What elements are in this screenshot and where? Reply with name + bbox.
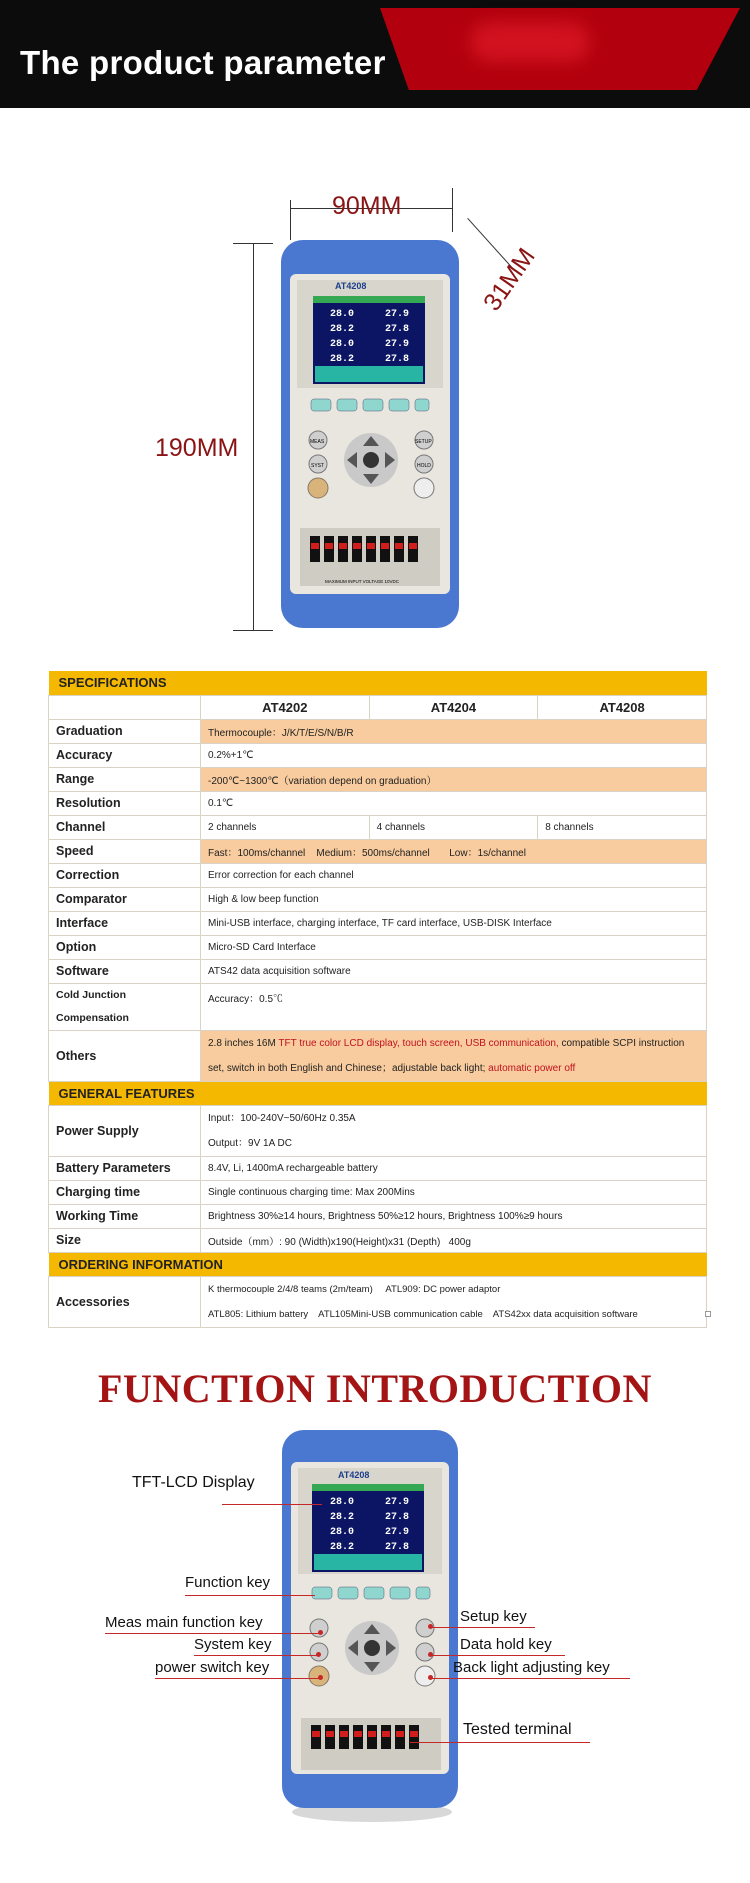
width-tick-left bbox=[290, 200, 291, 240]
function-key-4 bbox=[389, 399, 409, 411]
others-value bbox=[201, 1030, 707, 1081]
power-input: Input：100-240V~50/60Hz 0.35A bbox=[208, 1112, 356, 1124]
hold-key-text: HOLD bbox=[417, 463, 431, 469]
height-tick-bottom bbox=[233, 630, 273, 631]
range-label: Range bbox=[49, 767, 201, 791]
tft-callout-line bbox=[222, 1504, 322, 1505]
option-label: Option bbox=[49, 935, 201, 959]
backlight-key-callout: Back light adjusting key bbox=[453, 1659, 610, 1676]
reading-2-8: 27.8 bbox=[385, 1542, 410, 1553]
accuracy-label: Accuracy bbox=[49, 743, 201, 767]
width-label: 90MM bbox=[332, 192, 402, 220]
model-at4204: AT4204 bbox=[369, 695, 538, 719]
table-resize-handle[interactable] bbox=[705, 1311, 711, 1317]
channel-value-at4208: 8 channels bbox=[538, 815, 707, 839]
system-key-callout-line bbox=[194, 1655, 318, 1656]
screen-titlebar-2 bbox=[312, 1484, 424, 1491]
speed-value: Fast：100ms/channel Medium：500ms/channel Low：1s/channel bbox=[201, 839, 707, 863]
comparator-value: High & low beep function bbox=[201, 887, 707, 911]
dpad-center bbox=[363, 452, 379, 468]
specifications-header: SPECIFICATIONS bbox=[49, 671, 707, 695]
general-features-header: GENERAL FEATURES bbox=[49, 1081, 707, 1105]
size-label: Size bbox=[49, 1228, 201, 1252]
reading-2-4: 27.8 bbox=[385, 1512, 410, 1523]
terminal-warning: MAXIMUM INPUT VOLTAGE 10VDC bbox=[325, 579, 400, 584]
cold-junction-label-line2: Compensation bbox=[56, 1011, 129, 1024]
screen-softkey-bar-2 bbox=[314, 1554, 422, 1570]
range-value: -200℃~1300℃（variation depend on graduation） bbox=[201, 767, 707, 791]
power-key-callout-line bbox=[155, 1678, 320, 1679]
others-text-2: TFT true color LCD display, touch screen, USB communication, bbox=[278, 1037, 559, 1049]
resolution-label: Resolution bbox=[49, 791, 201, 815]
system-key-callout: System key bbox=[194, 1636, 272, 1653]
width-tick-right bbox=[452, 188, 453, 232]
reading-2-6: 27.9 bbox=[385, 1527, 410, 1538]
others-text-4: automatic power off bbox=[488, 1062, 576, 1074]
page-title: The product parameter bbox=[20, 44, 386, 81]
screen-softkey-bar bbox=[315, 366, 423, 382]
depth-label: 31MM bbox=[478, 243, 541, 317]
power-supply-label: Power Supply bbox=[49, 1105, 201, 1156]
others-text-3: compatible SCPI instruction set, switch in both English and Chinese；adjustable back light; bbox=[208, 1037, 685, 1074]
hold-key-callout: Data hold key bbox=[460, 1636, 552, 1653]
option-value: Micro-SD Card Interface bbox=[201, 935, 707, 959]
interface-label: Interface bbox=[49, 911, 201, 935]
battery-label: Battery Parameters bbox=[49, 1156, 201, 1180]
reading-6: 27.9 bbox=[385, 339, 410, 350]
setup-key-callout-line bbox=[430, 1627, 535, 1628]
charging-value: Single continuous charging time: Max 200Mins bbox=[201, 1180, 707, 1204]
model-at4202: AT4202 bbox=[201, 695, 370, 719]
model-at4208: AT4208 bbox=[538, 695, 707, 719]
power-output: Output：9V 1A DC bbox=[208, 1137, 292, 1149]
reading-2-1: 28.0 bbox=[330, 1497, 355, 1508]
cold-junction-value: Accuracy：0.5℃ bbox=[201, 983, 707, 1030]
function-key-3 bbox=[363, 399, 383, 411]
reading-5: 28.0 bbox=[330, 339, 355, 350]
tft-display-callout: TFT-LCD Display bbox=[132, 1474, 255, 1491]
power-key-callout: power switch key bbox=[155, 1659, 270, 1676]
backlight-key-callout-line bbox=[430, 1678, 630, 1679]
reading-1: 28.0 bbox=[330, 309, 355, 320]
ordering-header: ORDERING INFORMATION bbox=[49, 1252, 707, 1276]
correction-value: Error correction for each channel bbox=[201, 863, 707, 887]
others-label: Others bbox=[49, 1030, 201, 1081]
device-illustration-top bbox=[275, 238, 465, 630]
function-key-1 bbox=[311, 399, 331, 411]
size-value: Outside（mm）: 90 (Width)x190(Height)x31 (Depth) 400g bbox=[201, 1228, 707, 1252]
accuracy-value: 0.2%+1℃ bbox=[201, 743, 707, 767]
function-key-callout-line bbox=[185, 1595, 315, 1596]
battery-value: 8.4V, Li, 1400mA rechargeable battery bbox=[201, 1156, 707, 1180]
channel-value-at4204: 4 channels bbox=[369, 815, 538, 839]
power-supply-value bbox=[201, 1105, 707, 1156]
speed-label: Speed bbox=[49, 839, 201, 863]
charging-label: Charging time bbox=[49, 1180, 201, 1204]
cold-junction-label bbox=[49, 983, 201, 1030]
setup-key-text: SETUP bbox=[415, 439, 432, 445]
reading-2: 27.9 bbox=[385, 309, 410, 320]
terminal-callout: Tested terminal bbox=[463, 1721, 572, 1738]
specifications-table bbox=[48, 671, 707, 1328]
channel-label: Channel bbox=[49, 815, 201, 839]
working-time-value: Brightness 30%≥14 hours, Brightness 50%≥12 hours, Brightness 100%≥9 hours bbox=[201, 1204, 707, 1228]
device-model-text-2: AT4208 bbox=[338, 1470, 370, 1480]
graduation-value: Thermocouple：J/K/T/E/S/N/B/R bbox=[201, 719, 707, 743]
comparator-label: Comparator bbox=[49, 887, 201, 911]
reading-2-7: 28.2 bbox=[330, 1542, 355, 1553]
software-label: Software bbox=[49, 959, 201, 983]
reading-2-5: 28.0 bbox=[330, 1527, 355, 1538]
reading-7: 28.2 bbox=[330, 354, 355, 365]
function-key-callout: Function key bbox=[185, 1574, 271, 1591]
interface-value: Mini-USB interface, charging interface, TF card interface, USB-DISK Interface bbox=[201, 911, 707, 935]
function-introduction-title: FUNCTION INTRODUCTION bbox=[98, 1366, 652, 1411]
reading-3: 28.2 bbox=[330, 324, 355, 335]
meas-key-callout: Meas main function key bbox=[105, 1614, 263, 1631]
working-time-label: Working Time bbox=[49, 1204, 201, 1228]
hold-key-callout-line bbox=[430, 1655, 565, 1656]
reading-4: 27.8 bbox=[385, 324, 410, 335]
header-banner bbox=[0, 0, 750, 108]
accessories-label: Accessories bbox=[49, 1276, 201, 1327]
accessories-line-2: ATL805: Lithium battery ATL105Mini-USB communication cable ATS42xx data acquisition software bbox=[208, 1308, 638, 1320]
reading-2-2: 27.9 bbox=[385, 1497, 410, 1508]
accessories-value bbox=[201, 1276, 707, 1327]
software-value: ATS42 data acquisition software bbox=[201, 959, 707, 983]
meas-key-text: MEAS bbox=[310, 439, 325, 445]
height-label: 190MM bbox=[155, 434, 239, 462]
channel-value-at4202: 2 channels bbox=[201, 815, 370, 839]
function-key-2 bbox=[337, 399, 357, 411]
cold-junction-label-line1: Cold Junction bbox=[56, 988, 126, 1001]
terminal-callout-line bbox=[410, 1742, 590, 1743]
device-model-text: AT4208 bbox=[335, 281, 367, 291]
others-text-1: 2.8 inches 16M bbox=[208, 1037, 279, 1049]
graduation-label: Graduation bbox=[49, 719, 201, 743]
banner-red-glow bbox=[470, 22, 590, 62]
height-dimension-line bbox=[253, 243, 254, 630]
accessories-line-1: K thermocouple 2/4/8 teams (2m/team) ATL909: DC power adaptor bbox=[208, 1283, 501, 1295]
screen-titlebar bbox=[313, 296, 425, 303]
function-key-5 bbox=[415, 399, 429, 411]
resolution-value: 0.1℃ bbox=[201, 791, 707, 815]
height-tick-top bbox=[233, 243, 273, 244]
meas-key-callout-line bbox=[105, 1633, 320, 1634]
reading-2-3: 28.2 bbox=[330, 1512, 355, 1523]
correction-label: Correction bbox=[49, 863, 201, 887]
syst-key-text: SYST bbox=[311, 463, 325, 469]
backlight-key bbox=[414, 478, 434, 498]
reading-8: 27.8 bbox=[385, 354, 410, 365]
power-key bbox=[308, 478, 328, 498]
setup-key-callout: Setup key bbox=[460, 1608, 527, 1625]
